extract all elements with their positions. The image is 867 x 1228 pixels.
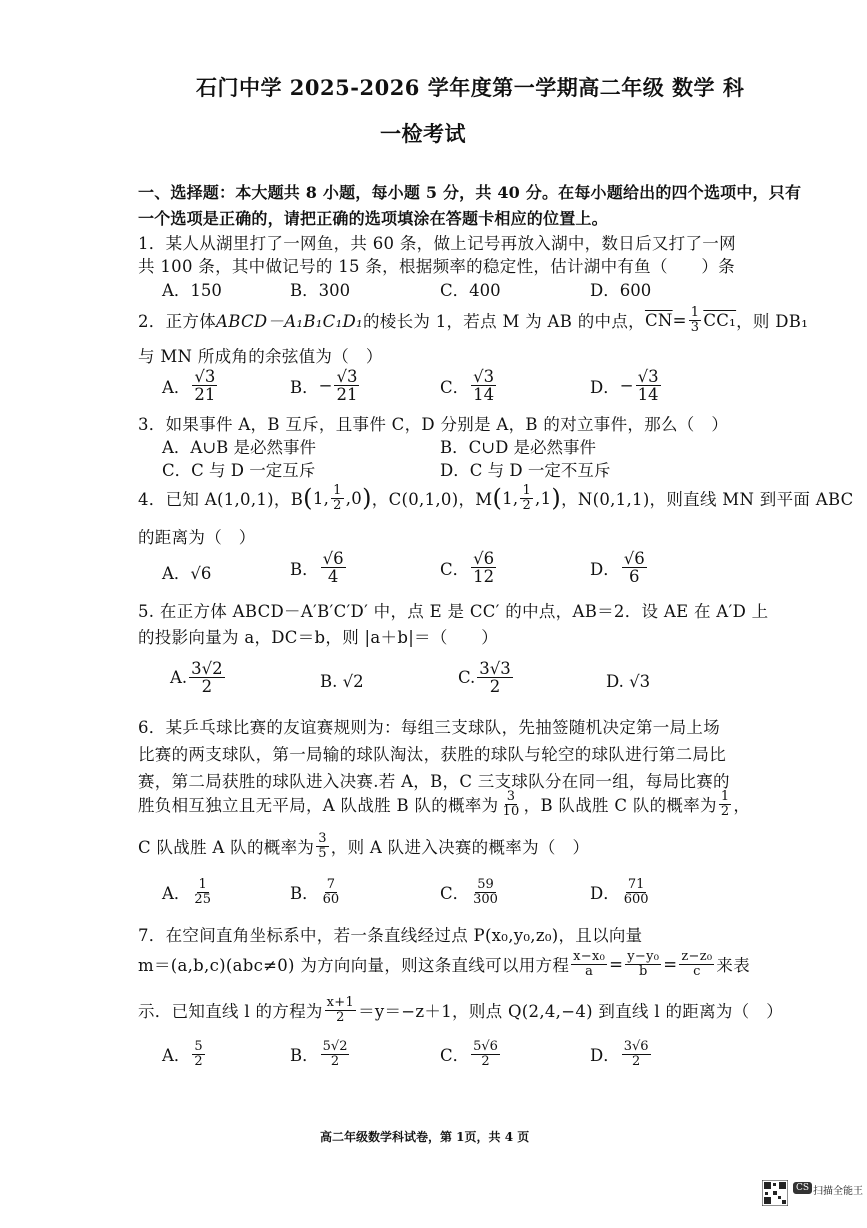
section-instructions-line2: 一个选项是正确的，请把正确的选项填涂在答题卡相应的位置上。 xyxy=(138,209,608,228)
scanner-badge: CS xyxy=(793,1182,812,1194)
section-instructions-line1: 一、选择题：本大题共 8 小题，每小题 5 分，共 40 分。在每小题给出的四个选项中，只有 xyxy=(138,183,802,202)
option-c: C．400 xyxy=(440,281,501,300)
option-c: C. $\frac{3√3}{2}$ xyxy=(458,659,511,697)
question-text xyxy=(138,306,808,334)
option-c: C． $\frac{√3}{14}$ xyxy=(440,367,495,405)
option-b: B. √2 xyxy=(320,672,364,691)
option-c: C． $\frac{√6}{12}$ xyxy=(440,549,495,587)
q2-eq: = xyxy=(672,310,687,330)
option-a: A． $\frac{5}{2}$ xyxy=(162,1039,203,1069)
option-d: D． $\frac{√6}{6}$ xyxy=(590,549,645,587)
question-text: 赛，第二局获胜的球队进入决赛.若 A，B，C 三支球队分在同一组，每局比赛的 xyxy=(138,772,730,791)
option-a: A．150 xyxy=(162,281,222,300)
option-c: C． $\frac{59}{300}$ xyxy=(440,877,498,907)
question-text: C 队战胜 A 队的概率为 $\frac{3}{5}$ ，则 A 队进入决赛的概率为（ ） xyxy=(138,831,590,861)
option-c: C． $\frac{5√6}{2}$ xyxy=(440,1039,498,1069)
question-text: 示．已知直线 l 的方程为 $\frac{x+1}{2}$ ＝y＝−z＋1，则点 Q(2,4,−4) 到直线 l 的距离为（ ） xyxy=(138,995,784,1025)
question-text: 的距离为（ ） xyxy=(138,528,256,547)
option-b: B． − $\frac{√3}{21}$ xyxy=(290,367,358,405)
question-text: 胜负相互独立且无平局，A 队战胜 B 队的概率为 $\frac{3}{10}$ ，B 队战胜 C 队的概率为 $\frac{1}{2}$ ， xyxy=(138,789,751,819)
q2-tail: ，则 DB₁ xyxy=(736,312,809,332)
qr-code-icon xyxy=(762,1180,788,1206)
question-text: 1．某人从湖里打了一网鱼，共 60 条，做上记号再放入湖中，数日后又打了一网 xyxy=(138,234,736,253)
question-text: 5. 在正方体 ABCD－A′B′C′D′ 中，点 E 是 CC′ 的中点，AB＝2．设 AE 在 A′D 上 xyxy=(138,602,769,621)
q2-fraction: $\frac{1}{3}$ xyxy=(690,305,700,335)
question-text: 4．已知 A(1,0,1)，B ( 1, $\frac{1}{2}$ ,0 ) ，C(0,1,0)，M ( 1, $\frac{1}{2}$ ,1 ) ，N(0,1,1)，则直线 MN 到平面 ABC xyxy=(138,483,854,513)
option-b: B． $\frac{5√2}{2}$ xyxy=(290,1039,348,1069)
question-text: 与 MN 所成角的余弦值为（ ） xyxy=(138,347,383,366)
page-footer: 高二年级数学科试卷，第 1页，共 4 页 xyxy=(320,1130,530,1144)
option-a: A. $\frac{3√2}{2}$ xyxy=(170,659,223,697)
q2-mid: 的棱长为 1，若点 M 为 AB 的中点， xyxy=(362,312,645,332)
option-a: A．√6 xyxy=(162,564,212,583)
option-c: C．C 与 D 一定互斥 xyxy=(162,461,316,480)
option-d: D． $\frac{3√6}{2}$ xyxy=(590,1039,649,1069)
question-text: m＝(a,b,c)(abc≠0) 为方向向量，则这条直线可以用方程 $\frac{\text{x−x₀}}{a}$ = $\frac{\text{y−y₀}}{b}$ = $\frac{\text{z−z₀}}{c}$ 来表 xyxy=(138,949,751,979)
question-text: 6．某乒乓球比赛的友谊赛规则为：每组三支球队，先抽签随机决定第一局上场 xyxy=(138,718,720,737)
question-text: 共 100 条，其中做记号的 15 条，根据频率的稳定性，估计湖中有鱼（ ）条 xyxy=(138,257,735,276)
q2-vector-cc1: CC₁ xyxy=(703,310,737,330)
option-d: D． $\frac{71}{600}$ xyxy=(590,877,649,907)
question-text: 7．在空间直角坐标系中，若一条直线经过点 P(x₀,y₀,z₀)，且以向量 xyxy=(138,926,643,945)
q2-prefix: 2．正方体 xyxy=(138,312,216,332)
option-b: B．C∪D 是必然事件 xyxy=(440,438,597,457)
option-a: A． $\frac{√3}{21}$ xyxy=(162,367,216,405)
question-text: 的投影向量为 a，DC＝b，则 |a＋b|＝（ ） xyxy=(138,628,499,647)
option-b: B． $\frac{7}{60}$ xyxy=(290,877,340,907)
option-d: D. √3 xyxy=(606,672,651,691)
option-b: B．300 xyxy=(290,281,351,300)
question-text: 比赛的两支球队，第一局输的球队淘汰，获胜的球队与轮空的球队进行第二局比 xyxy=(138,745,726,764)
option-d: D．600 xyxy=(590,281,652,300)
option-a: A． $\frac{1}{25}$ xyxy=(162,877,211,907)
q2-solid: ABCD－A₁B₁C₁D₁ xyxy=(216,312,363,332)
option-d: D．C 与 D 一定不互斥 xyxy=(440,461,611,480)
scanner-name: 扫描全能王 xyxy=(813,1186,863,1197)
q2-vector-cn: $\overline{CN}$ xyxy=(644,310,673,330)
page-subtitle: 一检考试 xyxy=(380,121,466,146)
option-a: A．A∪B 是必然事件 xyxy=(162,438,317,457)
option-d: D． − $\frac{√3}{14}$ xyxy=(590,367,659,405)
question-text: 3．如果事件 A，B 互斥，且事件 C，D 分别是 A，B 的对立事件，那么（ ） xyxy=(138,415,729,434)
page-title: 石门中学 2025-2026 学年度第一学期高二年级 数学 科 xyxy=(196,75,745,100)
option-b: B． $\frac{√6}{4}$ xyxy=(290,549,344,587)
